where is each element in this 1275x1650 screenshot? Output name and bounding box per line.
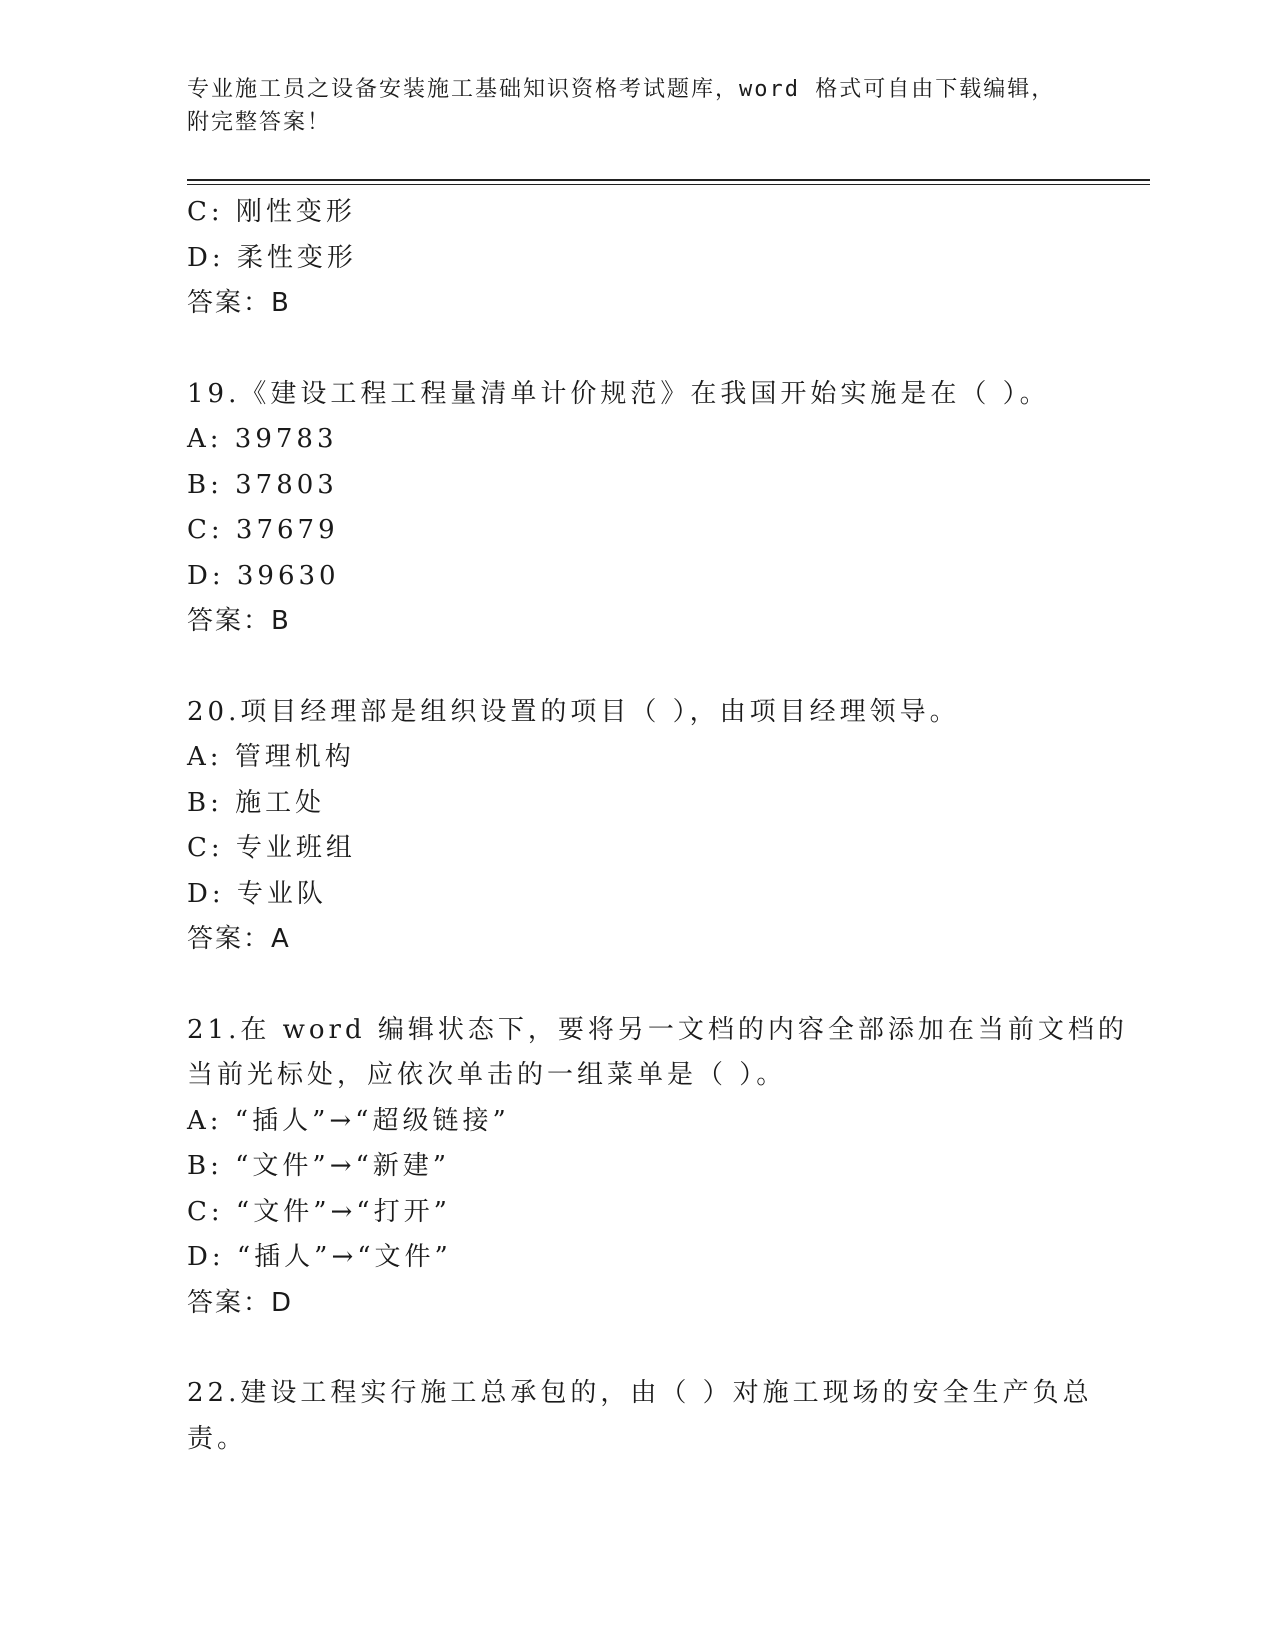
question-20 xyxy=(187,690,1087,963)
answer: 答案：B xyxy=(187,288,291,318)
header-rule-thin xyxy=(187,184,1150,185)
question-text: 19.《建设工程工程量清单计价规范》在我国开始实施是在（ ）。 xyxy=(187,378,1050,409)
header-line-1: 专业施工员之设备安装施工基础知识资格考试题库，word 格式可自由下载编辑， xyxy=(187,77,1056,102)
option-c: C: “文件”→“打开” xyxy=(187,1196,451,1227)
question-22 xyxy=(187,1371,1093,1462)
option-d: D: “插人”→“文件” xyxy=(187,1242,452,1272)
question-19 xyxy=(187,372,1087,645)
option-c: C: 专业班组 xyxy=(187,833,356,863)
question-18-tail xyxy=(187,190,1087,327)
document-header xyxy=(187,73,1087,139)
option-b: B: “文件”→“新建” xyxy=(187,1151,451,1181)
answer: 答案：A xyxy=(187,924,291,954)
answer: 答案：B xyxy=(187,606,291,636)
question-text-line-2: 责。 xyxy=(187,1423,248,1454)
option-a: A: 管理机构 xyxy=(187,742,355,772)
answer: 答案：D xyxy=(187,1287,294,1318)
header-rule-thick xyxy=(187,179,1150,181)
option-c: C: 37679 xyxy=(187,515,339,545)
option-d: D: 39630 xyxy=(187,560,340,591)
document-body xyxy=(187,190,1128,1462)
question-21 xyxy=(187,1008,1128,1327)
option-c: C: 刚性变形 xyxy=(187,197,356,227)
option-d: D: 柔性变形 xyxy=(187,242,357,273)
option-a: A: “插人”→“超级链接” xyxy=(187,1105,510,1136)
question-text: 20.项目经理部是组织设置的项目（ ），由项目经理领导。 xyxy=(187,696,960,727)
option-d: D: 专业队 xyxy=(187,878,327,909)
header-line-2: 附完整答案！ xyxy=(187,110,332,135)
option-a: A: 39783 xyxy=(187,424,338,454)
option-b: B: 施工处 xyxy=(187,787,326,818)
question-text-line-1: 22.建设工程实行施工总承包的，由（ ）对施工现场的安全生产负总 xyxy=(187,1378,1093,1408)
option-b: B: 37803 xyxy=(187,469,338,500)
question-text-line-2: 当前光标处，应依次单击的一组菜单是（ ）。 xyxy=(187,1060,787,1090)
question-text-line-1: 21.在 word 编辑状态下，要将另一文档的内容全部添加在当前文档的 xyxy=(187,1014,1128,1045)
